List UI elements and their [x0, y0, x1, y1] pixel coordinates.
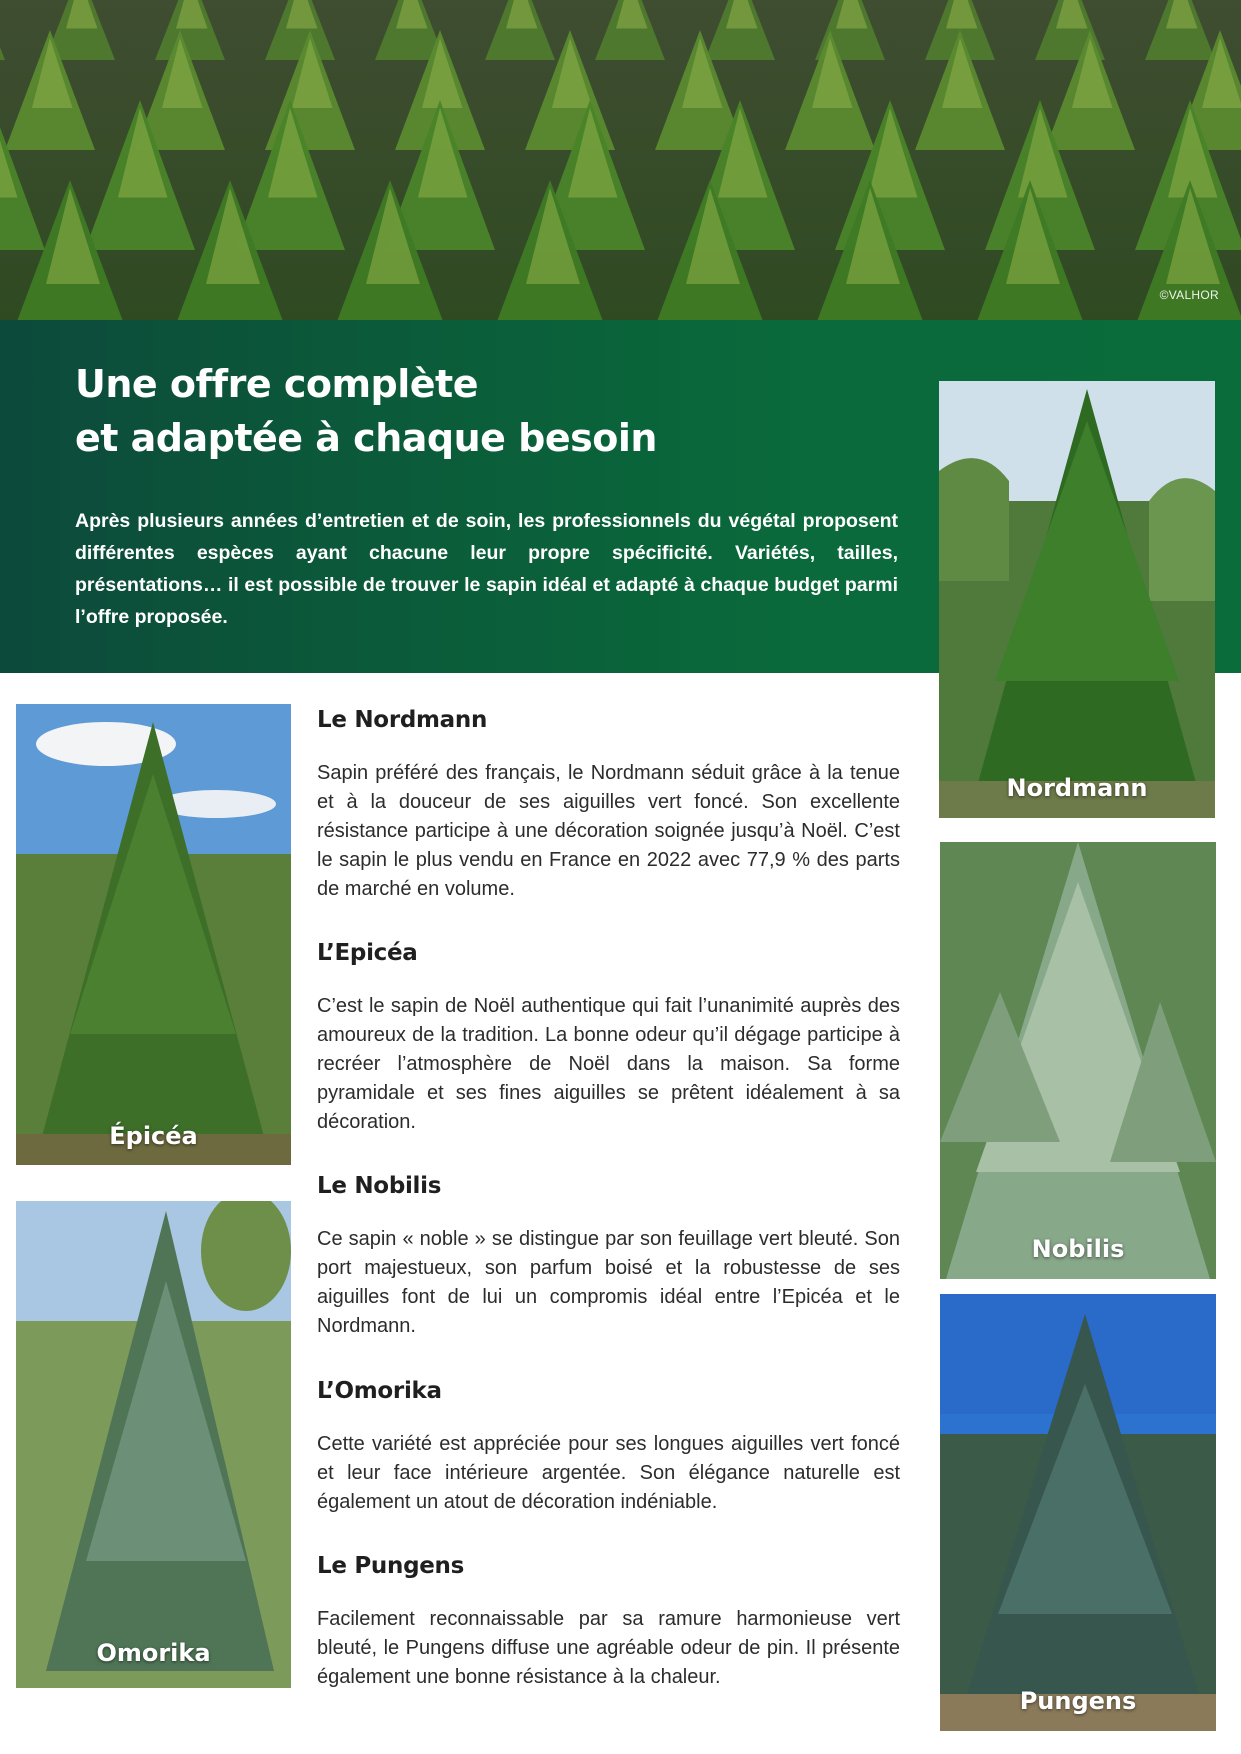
nobilis-photo	[940, 842, 1216, 1279]
section-text: C’est le sapin de Noël authentique qui fait l’unanimité auprès des amoureux de la tradition. La bonne odeur qu’il dégage participe à recréer l’atmosphère de Noël dans la maison. Sa forme pyramidale et ses fines aiguilles se prêtent idéalement à sa décoration.	[317, 995, 900, 1133]
nobilis-caption: Nobilis	[1031, 1235, 1125, 1263]
section-text: Facilement reconnaissable par sa ramure harmonieuse vert bleuté, le Pungens diffuse une agréable odeur de pin. Il présente également une bonne résistance à la chaleur.	[317, 1608, 900, 1688]
section-title: L’Epicéa	[317, 940, 418, 966]
hero-photo	[0, 0, 1241, 320]
epicea-tree-image	[16, 704, 291, 1165]
section-title: L’Omorika	[317, 1378, 442, 1404]
nordmann-caption: Nordmann	[1006, 774, 1148, 802]
nobilis-tree-image	[940, 842, 1216, 1279]
omorika-tree-image	[16, 1201, 291, 1688]
section-title: Le Nobilis	[317, 1173, 442, 1199]
section-text: Sapin préféré des français, le Nordmann séduit grâce à la tenue et à la douceur de ses aiguilles vert foncé. Son excellente résistance participe à une décoration soignée jusqu’à Noël. C’est le sapin le plus vendu en France en 2022 avec 77,9 % des parts de marché en volume.	[317, 762, 900, 900]
section-pungens	[317, 1551, 900, 1692]
nordmann-tree-image	[939, 381, 1215, 818]
section-title: Le Pungens	[317, 1553, 464, 1579]
fir-plantation-photo	[0, 0, 1241, 320]
section-title: Le Nordmann	[317, 707, 488, 733]
pungens-caption: Pungens	[1019, 1687, 1137, 1715]
omorika-photo	[16, 1201, 291, 1688]
page-title-line-2: et adaptée à chaque besoin	[75, 416, 657, 460]
page-title-line-1: Une offre complète	[75, 362, 478, 406]
intro-paragraph: Après plusieurs années d’entretien et de soin, les professionnels du végétal proposent différentes espèces ayant chacune leur propre spécificité. Variétés, tailles, présentations… il est possible de trouver le sapin idéal et adapté à chaque budget parmi l’offre proposée.	[75, 510, 898, 628]
section-text: Cette variété est appréciée pour ses longues aiguilles vert foncé et leur face intérieure argentée. Son élégance naturelle est également un atout de décoration indéniable.	[317, 1433, 900, 1513]
page-title	[75, 357, 895, 465]
section-omorika	[317, 1376, 900, 1517]
omorika-caption: Omorika	[96, 1639, 211, 1667]
section-nobilis	[317, 1171, 900, 1341]
section-epicea	[317, 938, 900, 1137]
pungens-photo	[940, 1294, 1216, 1731]
photo-credit: ©VALHOR	[1159, 288, 1219, 302]
epicea-photo	[16, 704, 291, 1165]
pungens-tree-image	[940, 1294, 1216, 1731]
epicea-caption: Épicéa	[109, 1122, 198, 1150]
nordmann-photo	[939, 381, 1215, 818]
section-text: Ce sapin « noble » se distingue par son feuillage vert bleuté. Son port majestueux, son parfum boisé et la robustesse de ses aiguilles font de lui un compromis idéal entre l’Epicéa et le Nordmann.	[317, 1228, 900, 1337]
section-nordmann	[317, 705, 900, 904]
